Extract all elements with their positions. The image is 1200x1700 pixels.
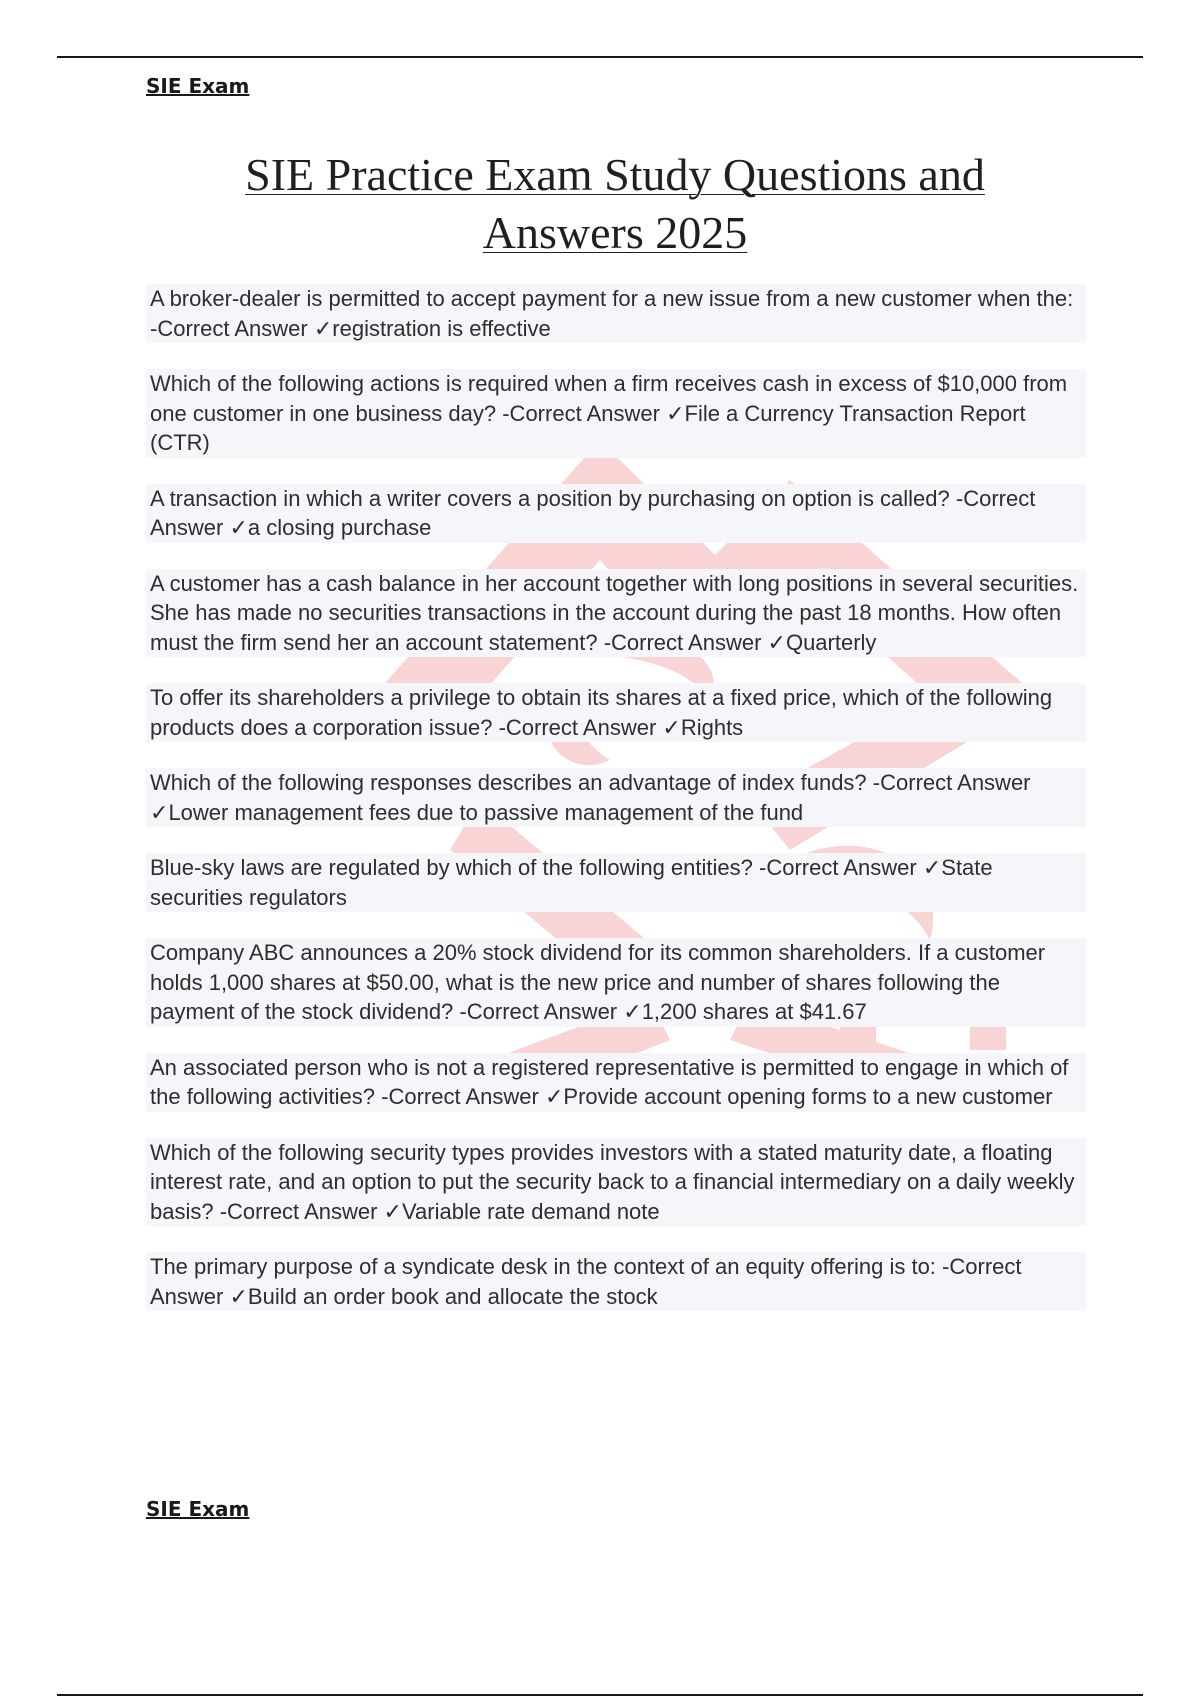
checkmark-icon: ✓ [666, 400, 685, 426]
checkmark-icon: ✓ [229, 1283, 248, 1309]
title-line-2: Answers 2025 [482, 207, 748, 258]
question-text: Blue-sky laws are regulated by which of the following entities? [150, 855, 753, 880]
bottom-rule [57, 1694, 1143, 1696]
answer-text: Build an order book and allocate the stock [247, 1283, 658, 1309]
answer-prefix: -Correct Answer [603, 629, 768, 655]
question-text: Which of the following security types provides investors with a stated maturity date, a floating interest rate, and an option to put the security back to a financial intermediary on a daily weekly basis? [150, 1139, 1075, 1224]
top-rule [57, 56, 1143, 58]
answer-text: State securities regulators [150, 855, 993, 910]
qa-item [146, 1053, 1086, 1112]
answer-prefix: -Correct Answer [759, 855, 923, 880]
qa-item [146, 1252, 1086, 1311]
qa-list [146, 284, 1086, 1337]
qa-item [146, 768, 1086, 827]
qa-item [146, 284, 1086, 343]
question-text: An associated person who is not a registered representative is permitted to engage in which of the following activities? [150, 1054, 1069, 1109]
checkmark-icon: ✓ [383, 1198, 402, 1224]
qa-item [146, 853, 1086, 912]
qa-item [146, 938, 1086, 1027]
answer-text: registration is effective [332, 315, 551, 341]
checkmark-icon: ✓ [662, 714, 681, 740]
question-text: A transaction in which a writer covers a position by purchasing on option is called? [150, 485, 950, 511]
question-text: Which of the following actions is required when a firm receives cash in excess of $10,000 from one customer in one business day? [150, 371, 1068, 426]
answer-text: Lower management fees due to passive management of the fund [168, 799, 804, 825]
answer-prefix: -Correct Answer [150, 315, 314, 341]
question-text: A customer has a cash balance in her account together with long positions in several securities. She has made no securities transactions in the account during the past 18 months. How often must the firm send her an account statement? [150, 570, 1079, 655]
checkmark-icon: ✓ [544, 1084, 564, 1109]
answer-prefix: -Correct Answer [219, 1198, 384, 1224]
answer-prefix: -Correct Answer [502, 400, 667, 426]
page-title [180, 146, 1050, 262]
qa-item [146, 569, 1086, 658]
title-line-1: SIE Practice Exam Study Questions and [245, 149, 985, 200]
answer-text: Quarterly [785, 629, 877, 655]
answer-text: Variable rate demand note [401, 1198, 660, 1224]
qa-item [146, 683, 1086, 742]
checkmark-icon: ✓ [623, 999, 642, 1024]
answer-text: a closing purchase [247, 515, 432, 540]
answer-text: File a Currency Transaction Report (CTR) [150, 400, 1026, 455]
question-text: Company ABC announces a 20% stock dividend for its common shareholders. If a customer holds 1,000 shares at $50.00, what is the new price and number of shares following the payment of the stock dividend? [150, 940, 1046, 1024]
answer-prefix: -Correct Answer [150, 1254, 1022, 1309]
header-label: SIE Exam [146, 74, 250, 98]
answer-prefix: -Correct Answer [150, 485, 1036, 540]
answer-text: 1,200 shares at $41.67 [641, 999, 867, 1024]
qa-item [146, 369, 1086, 458]
checkmark-icon: ✓ [313, 315, 333, 341]
answer-prefix: -Correct Answer [381, 1084, 545, 1109]
checkmark-icon: ✓ [767, 629, 786, 655]
checkmark-icon: ✓ [229, 515, 248, 540]
checkmark-icon: ✓ [922, 855, 942, 880]
checkmark-icon: ✓ [150, 799, 169, 825]
footer-label: SIE Exam [146, 1497, 250, 1521]
answer-text: Provide account opening forms to a new customer [563, 1084, 1053, 1109]
answer-text: Rights [680, 714, 744, 740]
answer-prefix: -Correct Answer [872, 770, 1031, 795]
question-text: The primary purpose of a syndicate desk in the context of an equity offering is to: [150, 1254, 936, 1279]
question-text: Which of the following responses describes an advantage of index funds? [150, 770, 867, 795]
qa-item [146, 484, 1086, 543]
question-text: To offer its shareholders a privilege to obtain its shares at a fixed price, which of the following products does a corporation issue? [150, 685, 1053, 740]
answer-prefix: -Correct Answer [459, 999, 624, 1024]
question-text: A broker-dealer is permitted to accept payment for a new issue from a new customer when the: [150, 286, 1074, 311]
answer-prefix: -Correct Answer [498, 714, 663, 740]
qa-item [146, 1138, 1086, 1227]
